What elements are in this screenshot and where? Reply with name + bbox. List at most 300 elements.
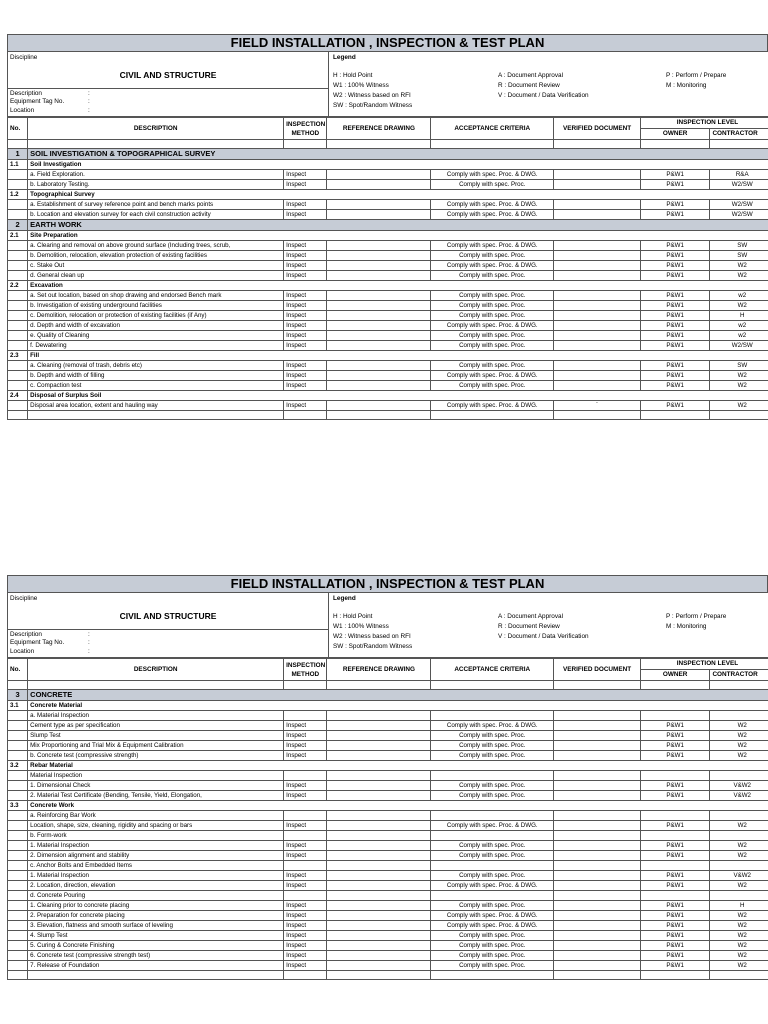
contractor-level: W2: [710, 261, 768, 271]
row-number: [8, 210, 28, 220]
verified-document: [554, 901, 641, 911]
inspection-method: Inspect: [284, 321, 327, 331]
owner-level: [640, 861, 710, 871]
contractor-level: W2: [710, 881, 768, 891]
acceptance-criteria: Comply with spec. Proc. & DWG.: [431, 261, 554, 271]
reference-drawing: [327, 941, 431, 951]
empty-cell: [8, 140, 28, 149]
contractor-level: W2: [710, 921, 768, 931]
acceptance-criteria: Comply with spec. Proc. & DWG.: [431, 911, 554, 921]
acceptance-criteria: Comply with spec. Proc.: [431, 271, 554, 281]
legend-v: V : Document / Data Verification: [498, 633, 589, 640]
owner-level: P&W1: [640, 721, 710, 731]
reference-drawing: [327, 821, 431, 831]
reference-drawing: [327, 951, 431, 961]
item-description: d. Concrete Pouring: [28, 891, 284, 901]
owner-level: P&W1: [640, 901, 710, 911]
reference-drawing: [327, 721, 431, 731]
owner-level: P&W1: [640, 291, 710, 301]
reference-drawing: [327, 210, 431, 220]
reference-drawing: [327, 401, 431, 411]
acceptance-criteria: [431, 891, 554, 901]
table-row: [8, 871, 768, 881]
inspection-method: Inspect: [284, 251, 327, 261]
contractor-level: W2: [710, 741, 768, 751]
description-label: Description: [10, 90, 42, 97]
verified-document: [554, 301, 641, 311]
inspection-method: Inspect: [284, 721, 327, 731]
owner-level: P&W1: [640, 381, 710, 391]
row-number: [8, 851, 28, 861]
reference-drawing: [327, 881, 431, 891]
section-row: [8, 220, 768, 231]
inspection-method: [284, 831, 327, 841]
acceptance-criteria: Comply with spec. Proc.: [431, 741, 554, 751]
owner-level: P&W1: [640, 751, 710, 761]
col-contractor: CONTRACTOR: [710, 129, 768, 140]
subsection-row: [8, 281, 768, 291]
legend-w1: W1 : 100% Witness: [333, 623, 389, 630]
verified-document: [554, 261, 641, 271]
discipline-block: Discipline CIVIL AND STRUCTURE Description : Equipment Tag No. : Location :: [8, 593, 329, 657]
inspection-method: Inspect: [284, 941, 327, 951]
reference-drawing: [327, 261, 431, 271]
table-row: [8, 901, 768, 911]
col-reference: REFERENCE DRAWING: [327, 118, 431, 140]
inspection-method: Inspect: [284, 210, 327, 220]
reference-drawing: [327, 921, 431, 931]
discipline-value: CIVIL AND STRUCTURE: [119, 70, 217, 80]
subsection-row: [8, 801, 768, 811]
inspection-method: Inspect: [284, 931, 327, 941]
legend-a: A : Document Approval: [498, 613, 564, 620]
acceptance-criteria: [431, 861, 554, 871]
owner-level: P&W1: [640, 921, 710, 931]
verified-document: [554, 711, 641, 721]
row-number: [8, 311, 28, 321]
table-row: [8, 711, 768, 721]
row-number: 2.3: [8, 351, 28, 361]
item-description: Material Inspection: [28, 771, 284, 781]
item-description: b. Laboratory Testing.: [28, 180, 284, 190]
reference-drawing: [327, 321, 431, 331]
table-row: [8, 941, 768, 951]
reference-drawing: [327, 361, 431, 371]
verified-document: [554, 841, 641, 851]
verified-document: [554, 291, 641, 301]
legend-p: P : Perform / Prepare: [666, 72, 727, 79]
acceptance-criteria: Comply with spec. Proc.: [431, 871, 554, 881]
row-number: [8, 401, 28, 411]
table-row: [8, 811, 768, 821]
owner-level: P&W1: [640, 251, 710, 261]
verified-document: [554, 811, 641, 821]
inspection-method: Inspect: [284, 741, 327, 751]
plan-header: [7, 593, 768, 658]
acceptance-criteria: Comply with spec. Proc. & DWG.: [431, 321, 554, 331]
inspection-method: Inspect: [284, 371, 327, 381]
reference-drawing: [327, 741, 431, 751]
empty-cell: [8, 971, 28, 980]
reference-drawing: [327, 291, 431, 301]
discipline-label: Discipline: [10, 54, 38, 61]
table-row: [8, 751, 768, 761]
col-description: DESCRIPTION: [28, 659, 284, 681]
contractor-level: [710, 811, 768, 821]
itp-sheet-2: [7, 575, 768, 980]
reference-drawing: [327, 771, 431, 781]
contractor-level: [710, 711, 768, 721]
item-description: 2. Preparation for concrete placing: [28, 911, 284, 921]
reference-drawing: [327, 901, 431, 911]
verified-document: [554, 180, 641, 190]
table-row: [8, 891, 768, 901]
equipment-tag-label: Equipment Tag No.: [10, 639, 65, 646]
empty-cell: [710, 681, 768, 690]
contractor-level: W2: [710, 751, 768, 761]
item-description: 1. Dimensional Check: [28, 781, 284, 791]
acceptance-criteria: Comply with spec. Proc. & DWG.: [431, 200, 554, 210]
description-label: Description: [10, 631, 42, 638]
verified-document: [554, 271, 641, 281]
row-number: [8, 781, 28, 791]
item-description: 2. Location, direction, elevation: [28, 881, 284, 891]
verified-document: [554, 721, 641, 731]
contractor-level: [710, 861, 768, 871]
acceptance-criteria: Comply with spec. Proc.: [431, 291, 554, 301]
row-number: 3.1: [8, 701, 28, 711]
empty-cell: [554, 140, 641, 149]
item-description: f. Dewatering: [28, 341, 284, 351]
reference-drawing: [327, 811, 431, 821]
inspection-method: Inspect: [284, 381, 327, 391]
row-number: [8, 751, 28, 761]
owner-level: [640, 891, 710, 901]
row-number: [8, 711, 28, 721]
item-description: 5. Curing & Concrete Finishing: [28, 941, 284, 951]
acceptance-criteria: Comply with spec. Proc.: [431, 791, 554, 801]
verified-document: [554, 311, 641, 321]
owner-level: [640, 711, 710, 721]
item-description: 6. Concrete test (compressive strength test): [28, 951, 284, 961]
subsection-title: Soil Investigation: [28, 160, 768, 170]
verified-document: [554, 771, 641, 781]
discipline-value: CIVIL AND STRUCTURE: [119, 611, 217, 621]
verified-document: [554, 941, 641, 951]
subsection-title: Rebar Material: [28, 761, 768, 771]
reference-drawing: [327, 200, 431, 210]
reference-drawing: [327, 311, 431, 321]
inspection-method: Inspect: [284, 200, 327, 210]
verified-document: [554, 851, 641, 861]
owner-level: P&W1: [640, 261, 710, 271]
item-description: d. General clean up: [28, 271, 284, 281]
owner-level: P&W1: [640, 741, 710, 751]
subsection-row: [8, 391, 768, 401]
row-number: [8, 200, 28, 210]
inspection-method: Inspect: [284, 821, 327, 831]
plan-header: [7, 52, 768, 117]
row-number: [8, 291, 28, 301]
owner-level: [640, 831, 710, 841]
table-row: [8, 911, 768, 921]
table-row: [8, 301, 768, 311]
item-description: b. Investigation of existing underground facilities: [28, 301, 284, 311]
contractor-level: [710, 771, 768, 781]
row-number: 2: [8, 220, 28, 231]
item-description: 3. Elevation, flatness and smooth surface of leveling: [28, 921, 284, 931]
owner-level: P&W1: [640, 371, 710, 381]
inspection-method: [284, 771, 327, 781]
contractor-level: w2: [710, 321, 768, 331]
legend-h: H : Hold Point: [333, 72, 373, 79]
subsection-title: Fill: [28, 351, 768, 361]
verified-document: [554, 891, 641, 901]
contractor-level: W2: [710, 381, 768, 391]
empty-cell: [431, 411, 554, 420]
table-row: [8, 931, 768, 941]
inspection-method: [284, 891, 327, 901]
acceptance-criteria: [431, 831, 554, 841]
owner-level: P&W1: [640, 341, 710, 351]
discipline-block: Discipline CIVIL AND STRUCTURE Description : Equipment Tag No. : Location :: [8, 52, 329, 116]
row-number: [8, 251, 28, 261]
empty-cell: [554, 681, 641, 690]
section-row: [8, 149, 768, 160]
acceptance-criteria: Comply with spec. Proc. & DWG.: [431, 371, 554, 381]
empty-cell: [640, 681, 710, 690]
contractor-level: W2/SW: [710, 210, 768, 220]
contractor-level: SW: [710, 241, 768, 251]
table-row: [8, 851, 768, 861]
inspection-method: Inspect: [284, 881, 327, 891]
row-number: [8, 961, 28, 971]
owner-level: [640, 811, 710, 821]
verified-document: [554, 251, 641, 261]
row-number: [8, 841, 28, 851]
verified-document: [554, 241, 641, 251]
contractor-level: W2: [710, 961, 768, 971]
reference-drawing: [327, 301, 431, 311]
row-number: [8, 721, 28, 731]
col-owner: OWNER: [640, 670, 710, 681]
inspection-method: Inspect: [284, 341, 327, 351]
row-number: [8, 911, 28, 921]
acceptance-criteria: [431, 811, 554, 821]
empty-cell: [327, 411, 431, 420]
item-description: Location, shape, size, cleaning, rigidity and spacing or bars: [28, 821, 284, 831]
verified-document: [554, 361, 641, 371]
acceptance-criteria: Comply with spec. Proc.: [431, 341, 554, 351]
col-reference: REFERENCE DRAWING: [327, 659, 431, 681]
verified-document: [554, 341, 641, 351]
empty-cell: [8, 681, 28, 690]
verified-document: [554, 911, 641, 921]
location-label: Location: [10, 648, 35, 655]
table-row: [8, 200, 768, 210]
contractor-level: H: [710, 901, 768, 911]
owner-level: P&W1: [640, 951, 710, 961]
row-number: [8, 331, 28, 341]
row-number: 3.3: [8, 801, 28, 811]
contractor-level: V&W2: [710, 871, 768, 881]
owner-level: P&W1: [640, 871, 710, 881]
table-row: [8, 291, 768, 301]
owner-level: P&W1: [640, 210, 710, 220]
legend-w2: W2 : Witness based on RFI: [333, 92, 411, 99]
row-number: [8, 901, 28, 911]
owner-level: P&W1: [640, 331, 710, 341]
owner-level: P&W1: [640, 271, 710, 281]
acceptance-criteria: Comply with spec. Proc. & DWG.: [431, 921, 554, 931]
contractor-level: W2: [710, 371, 768, 381]
reference-drawing: [327, 911, 431, 921]
col-level: INSPECTION LEVEL: [640, 118, 768, 129]
col-criteria: ACCEPTANCE CRITERIA: [431, 118, 554, 140]
inspection-method: Inspect: [284, 301, 327, 311]
row-number: [8, 301, 28, 311]
item-description: a. Cleaning (removal of trash, debris etc): [28, 361, 284, 371]
table-row: [8, 861, 768, 871]
section-row: [8, 690, 768, 701]
blank-row: [8, 140, 768, 149]
empty-cell: [284, 411, 327, 420]
table-row: [8, 241, 768, 251]
acceptance-criteria: Comply with spec. Proc.: [431, 251, 554, 261]
contractor-level: [710, 831, 768, 841]
inspection-method: Inspect: [284, 951, 327, 961]
row-number: [8, 381, 28, 391]
legend-title: Legend: [333, 595, 356, 602]
table-row: [8, 361, 768, 371]
col-method: INSPECTION METHOD: [284, 118, 327, 140]
row-number: 2.1: [8, 231, 28, 241]
reference-drawing: [327, 751, 431, 761]
row-number: [8, 811, 28, 821]
empty-cell: [284, 971, 327, 980]
reference-drawing: [327, 961, 431, 971]
reference-drawing: [327, 781, 431, 791]
verified-document: [554, 170, 641, 180]
inspection-method: Inspect: [284, 851, 327, 861]
item-description: Mix Proportioning and Trial Mix & Equipment Calibration: [28, 741, 284, 751]
owner-level: P&W1: [640, 841, 710, 851]
verified-document: [554, 881, 641, 891]
empty-cell: [28, 411, 284, 420]
verified-document: [554, 961, 641, 971]
row-number: [8, 951, 28, 961]
subsection-row: [8, 160, 768, 170]
empty-cell: [327, 140, 431, 149]
owner-level: P&W1: [640, 881, 710, 891]
owner-level: P&W1: [640, 361, 710, 371]
section-title: SOIL INVESTIGATION & TOPOGRAPHICAL SURVEY: [28, 149, 768, 160]
plan-title: FIELD INSTALLATION , INSPECTION & TEST PLAN: [7, 34, 768, 52]
table-row: [8, 321, 768, 331]
row-number: [8, 881, 28, 891]
empty-cell: [431, 140, 554, 149]
owner-level: P&W1: [640, 170, 710, 180]
row-number: 3: [8, 690, 28, 701]
acceptance-criteria: Comply with spec. Proc.: [431, 381, 554, 391]
owner-level: P&W1: [640, 180, 710, 190]
acceptance-criteria: Comply with spec. Proc.: [431, 331, 554, 341]
table-row: [8, 821, 768, 831]
equipment-tag-label: Equipment Tag No.: [10, 98, 65, 105]
owner-level: P&W1: [640, 911, 710, 921]
verified-document: [554, 921, 641, 931]
row-number: [8, 831, 28, 841]
item-description: 7. Release of Foundation: [28, 961, 284, 971]
reference-drawing: [327, 841, 431, 851]
contractor-level: W2: [710, 931, 768, 941]
acceptance-criteria: Comply with spec. Proc. & DWG.: [431, 401, 554, 411]
row-number: [8, 771, 28, 781]
acceptance-criteria: Comply with spec. Proc.: [431, 901, 554, 911]
contractor-level: W2: [710, 401, 768, 411]
col-criteria: ACCEPTANCE CRITERIA: [431, 659, 554, 681]
row-number: [8, 791, 28, 801]
itp-table: [7, 658, 768, 980]
item-description: c. Compaction test: [28, 381, 284, 391]
owner-level: P&W1: [640, 821, 710, 831]
item-description: c. Stake Out: [28, 261, 284, 271]
owner-level: [640, 771, 710, 781]
acceptance-criteria: Comply with spec. Proc. & DWG.: [431, 170, 554, 180]
item-description: c. Anchor Bolts and Embedded Items: [28, 861, 284, 871]
item-description: Disposal area location, extent and hauling way: [28, 401, 284, 411]
location-label: Location: [10, 107, 35, 114]
reference-drawing: [327, 891, 431, 901]
subsection-row: [8, 701, 768, 711]
inspection-method: Inspect: [284, 901, 327, 911]
contractor-level: W2/SW: [710, 200, 768, 210]
col-no: No.: [8, 659, 28, 681]
acceptance-criteria: [431, 771, 554, 781]
acceptance-criteria: Comply with spec. Proc.: [431, 941, 554, 951]
col-verified: VERIFIED DOCUMENT: [554, 118, 641, 140]
empty-cell: [8, 411, 28, 420]
verified-document: [554, 331, 641, 341]
legend-a: A : Document Approval: [498, 72, 564, 79]
table-row: [8, 921, 768, 931]
row-number: [8, 170, 28, 180]
empty-cell: [640, 971, 710, 980]
row-number: [8, 921, 28, 931]
acceptance-criteria: Comply with spec. Proc.: [431, 361, 554, 371]
inspection-method: Inspect: [284, 291, 327, 301]
item-description: a. Field Exploration.: [28, 170, 284, 180]
row-number: [8, 731, 28, 741]
item-description: b. Demolition, relocation, elevation protection of existing facilities: [28, 251, 284, 261]
acceptance-criteria: Comply with spec. Proc.: [431, 311, 554, 321]
empty-cell: [327, 681, 431, 690]
acceptance-criteria: Comply with spec. Proc.: [431, 781, 554, 791]
contractor-level: V&W2: [710, 791, 768, 801]
row-number: [8, 261, 28, 271]
contractor-level: w2: [710, 291, 768, 301]
table-row: [8, 401, 768, 411]
verified-document: [554, 371, 641, 381]
legend-m: M : Monitoring: [666, 623, 707, 630]
legend-h: H : Hold Point: [333, 613, 373, 620]
table-row: [8, 841, 768, 851]
inspection-method: Inspect: [284, 311, 327, 321]
verified-document: [554, 951, 641, 961]
inspection-method: [284, 711, 327, 721]
table-row: [8, 341, 768, 351]
subsection-title: Disposal of Surplus Soil: [28, 391, 768, 401]
